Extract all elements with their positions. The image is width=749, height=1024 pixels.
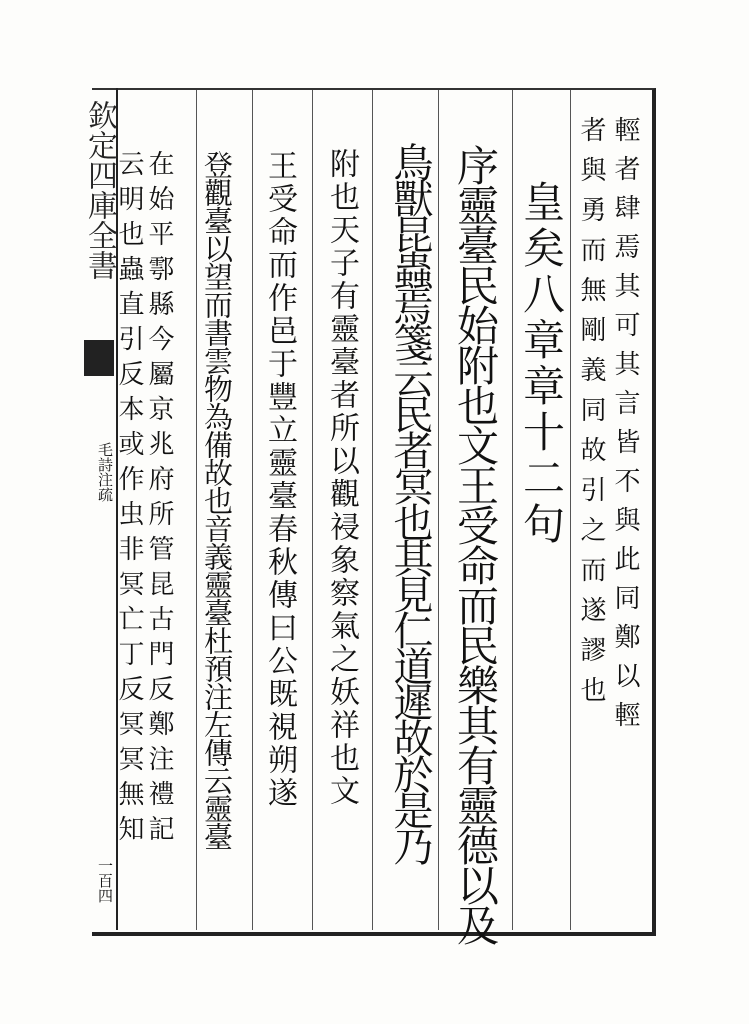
column-rule — [570, 90, 571, 930]
text-column-1: 輕者肆焉其可其言皆不與此同鄭以輕 — [610, 116, 640, 740]
column-rule — [512, 90, 513, 930]
text-column-2: 者與勇而無剛義同故引之而遂謬也 — [576, 116, 606, 716]
text-column-6: 附也天子有靈臺者所以觀祲象察氣之妖祥也文 — [324, 148, 359, 808]
spine-section-title: 毛詩注疏 — [96, 442, 114, 502]
column-rule — [372, 90, 373, 930]
text-column-7: 王受命而作邑于豐立靈臺春秋傳曰公既視朔遂 — [262, 150, 297, 810]
text-column-10: 云明也蟲直引反本或作虫非冥亡丁反冥冥無知 — [114, 150, 144, 850]
page-frame — [92, 88, 656, 936]
spine-title: 欽定四庫全書 — [82, 100, 117, 280]
text-column-8: 登觀臺以望而書雲物為備故也音義靈臺杜預注左傳云靈臺 — [200, 150, 234, 850]
text-column-9: 在始平鄠縣今屬京兆府所管昆古門反鄭注禮記 — [144, 150, 174, 850]
column-rule — [196, 90, 197, 930]
text-column-5: 鳥獸昆蟲焉箋云民者冥也其見仁道遲故於是乃 — [387, 142, 433, 862]
text-column-4: 序靈臺民始附也文王受命而民樂其有靈德以及 — [451, 144, 500, 944]
fishtail-mark — [84, 340, 114, 376]
column-rule — [438, 90, 439, 930]
column-rule — [312, 90, 313, 930]
column-rule — [252, 90, 253, 930]
folio-number: 一百四 — [96, 858, 114, 903]
chapter-heading: 皇矣八章章十二句 — [517, 180, 566, 548]
